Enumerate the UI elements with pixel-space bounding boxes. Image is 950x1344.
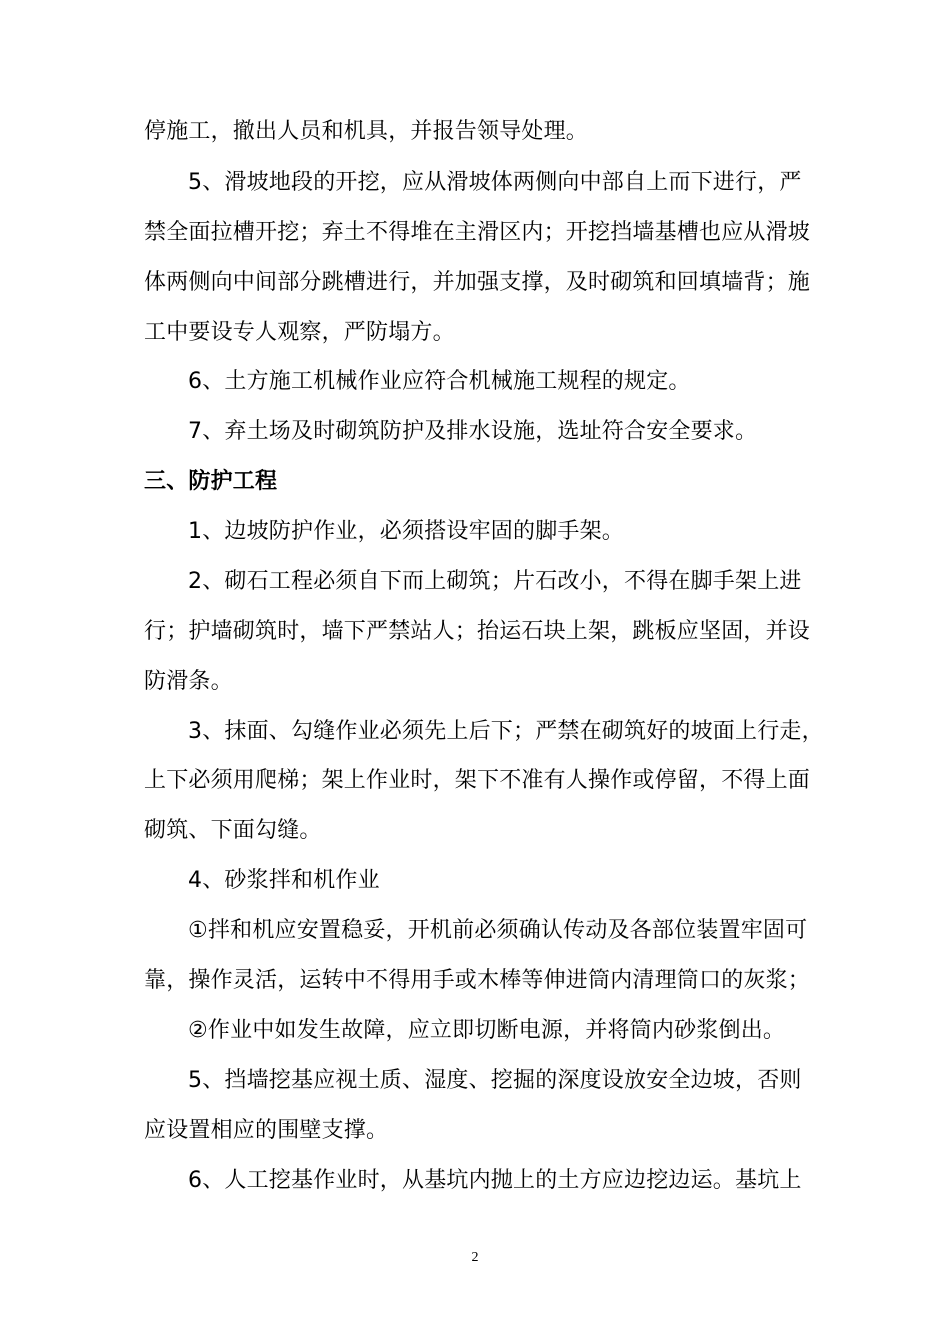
paragraph-line: 砌筑、下面勾缝。 (144, 818, 322, 843)
paragraph-line: 靠，操作灵活，运转中不得用手或木棒等伸进筒内清理筒口的灰浆； (144, 968, 811, 993)
paragraph-line: 防滑条。 (144, 669, 233, 694)
paragraph-line: 5、滑坡地段的开挖，应从滑坡体两侧向中部自上而下进行，严 (188, 170, 802, 195)
paragraph-line: 1、边坡防护作业，必须搭设牢固的脚手架。 (188, 519, 624, 544)
paragraph-line: 6、人工挖基作业时，从基坑内抛上的土方应边挖边运。基坑上 (188, 1168, 802, 1193)
paragraph-line: 3、抹面、勾缝作业必须先上后下；严禁在砌筑好的坡面上行走， (188, 719, 824, 744)
page-number: 2 (471, 1250, 479, 1265)
paragraph-line: 工中要设专人观察，严防塌方。 (144, 320, 455, 345)
section-heading: 三、防护工程 (144, 469, 278, 494)
paragraph-line: 禁全面拉槽开挖；弃土不得堆在主滑区内；开挖挡墙基槽也应从滑坡 (144, 220, 811, 245)
paragraph-line: 4、砂浆拌和机作业 (188, 868, 380, 893)
paragraph-line: 行；护墙砌筑时，墙下严禁站人；抬运石块上架，跳板应坚固，并设 (144, 619, 811, 644)
paragraph-line: 上下必须用爬梯；架上作业时，架下不准有人操作或停留，不得上面 (144, 768, 811, 793)
paragraph-line: 体两侧向中间部分跳槽进行，并加强支撑，及时砌筑和回填墙背；施 (144, 270, 811, 295)
paragraph-line: 停施工，撤出人员和机具，并报告领导处理。 (144, 119, 589, 144)
paragraph-line: 7、弃土场及时砌筑防护及排水设施，选址符合安全要求。 (188, 419, 758, 444)
paragraph-line: 6、土方施工机械作业应符合机械施工规程的规定。 (188, 369, 691, 394)
paragraph-line: ①拌和机应安置稳妥，开机前必须确认传动及各部位装置牢固可 (188, 918, 808, 943)
paragraph-line: 5、挡墙挖基应视土质、湿度、挖掘的深度设放安全边坡，否则 (188, 1068, 802, 1093)
paragraph-line: 应设置相应的围壁支撑。 (144, 1118, 389, 1143)
paragraph-line: ②作业中如发生故障，应立即切断电源，并将筒内砂浆倒出。 (188, 1018, 786, 1043)
paragraph-line: 2、砌石工程必须自下而上砌筑；片石改小，不得在脚手架上进 (188, 569, 802, 594)
